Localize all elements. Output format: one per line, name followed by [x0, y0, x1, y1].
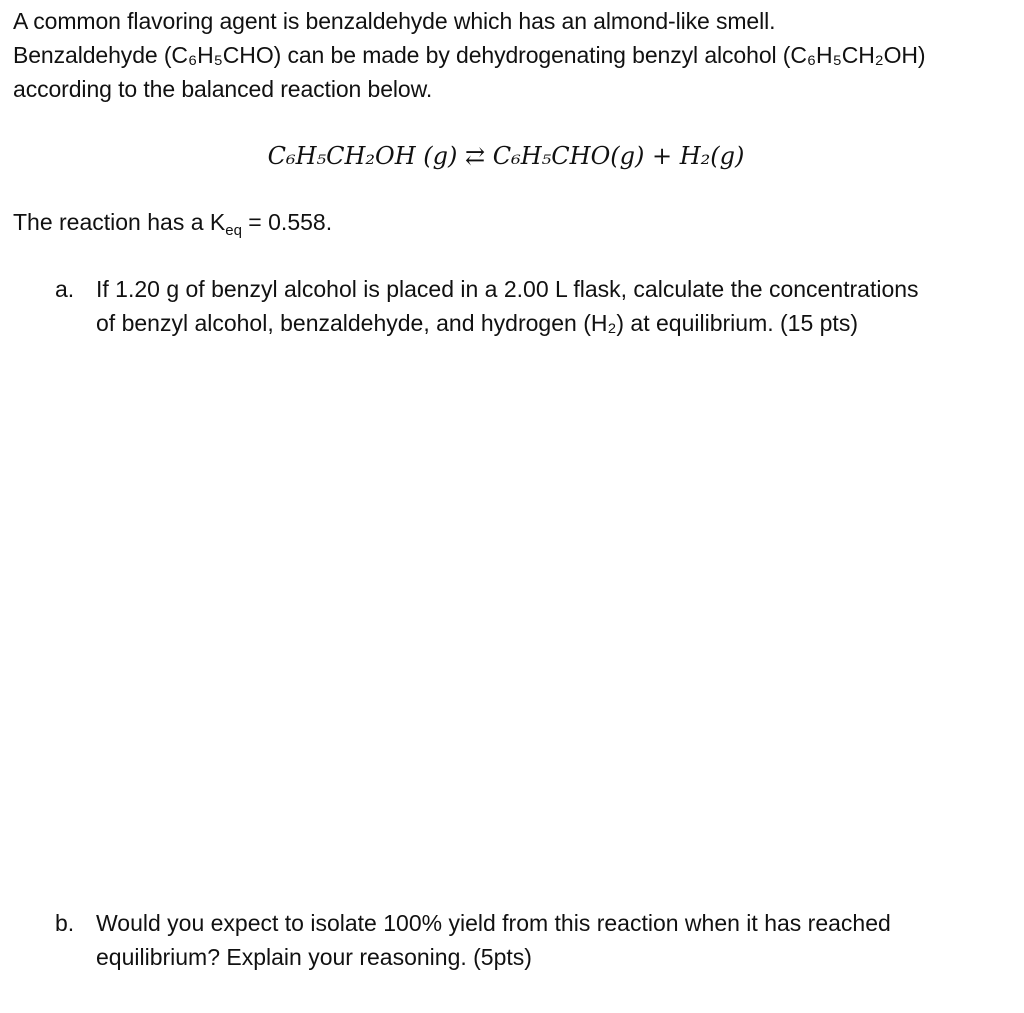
- question-a-line-2: of benzyl alcohol, benzaldehyde, and hydrogen (H₂) at equilibrium. (15 pts): [96, 310, 858, 336]
- keq-statement: [13, 205, 332, 248]
- equation-product-hydrogen: H₂(g): [679, 142, 745, 170]
- question-b-line-2: equilibrium? Explain your reasoning. (5pts): [96, 944, 532, 970]
- keq-prefix: The reaction has a K: [13, 209, 226, 235]
- equation-reactant: C₆H₅CH₂OH (g): [267, 142, 458, 170]
- intro-line-1: A common flavoring agent is benzaldehyde which has an almond-like smell.: [13, 8, 776, 34]
- equation-plus: +: [652, 142, 673, 170]
- question-b-line-1: Would you expect to isolate 100% yield from this reaction when it has reached: [96, 910, 891, 936]
- equation-product-benzaldehyde: C₆H₅CHO(g): [492, 142, 645, 170]
- intro-line-3: according to the balanced reaction below.: [13, 76, 433, 102]
- intro-paragraph: [13, 4, 1013, 106]
- keq-subscript: eq: [225, 222, 242, 239]
- intro-line-2: Benzaldehyde (C₆H₅CHO) can be made by dehydrogenating benzyl alcohol (C₆H₅CH₂OH): [13, 42, 926, 68]
- equilibrium-arrow-icon: ⇄: [465, 142, 486, 170]
- question-a-marker: a.: [55, 276, 75, 302]
- question-b: [55, 906, 1005, 976]
- question-b-text: [96, 906, 1006, 974]
- question-a-text: [96, 272, 1006, 340]
- chemical-equation: [0, 136, 1012, 176]
- question-a: [55, 272, 1005, 342]
- question-b-marker: b.: [55, 910, 75, 936]
- keq-value: = 0.558.: [241, 209, 333, 235]
- question-a-line-1: If 1.20 g of benzyl alcohol is placed in a 2.00 L flask, calculate the concentrations: [96, 276, 919, 302]
